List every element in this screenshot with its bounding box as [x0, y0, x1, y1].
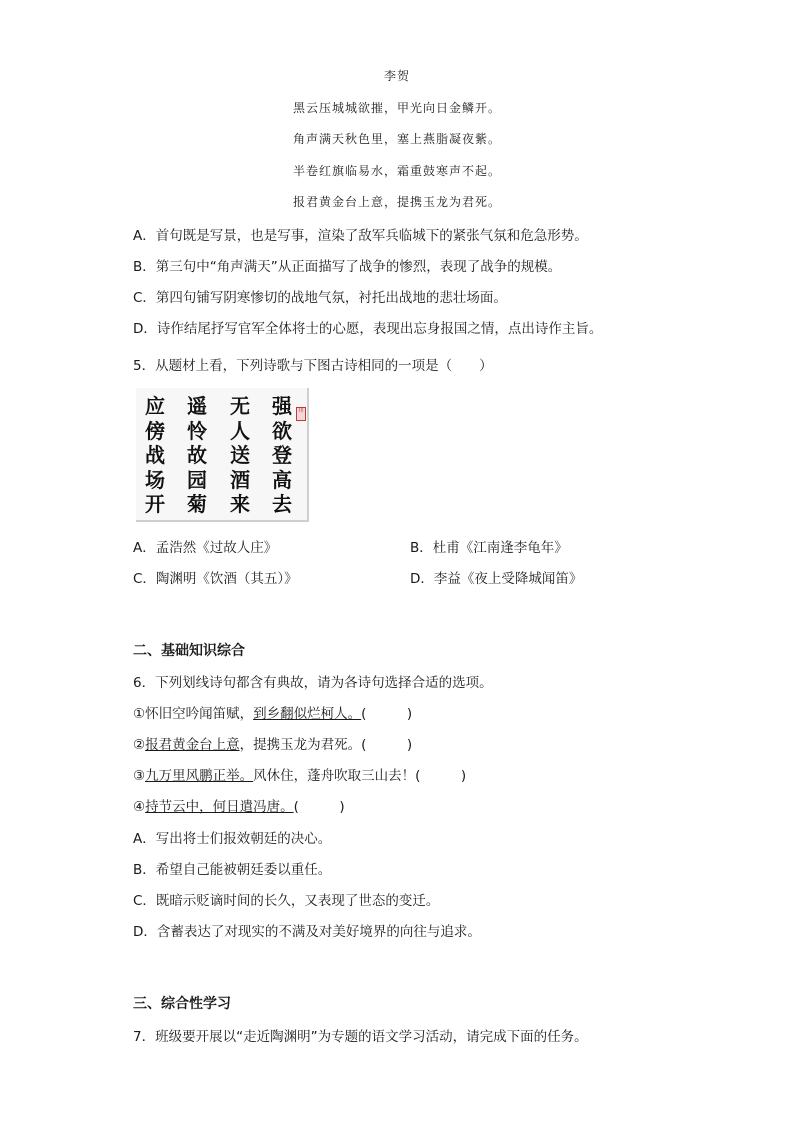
section2-heading: 二、基础知识综合	[133, 643, 245, 659]
q6-stem: 6．下列划线诗句都含有典故，请为各诗句选择合适的选项。	[133, 675, 493, 691]
seal-text: 印	[298, 408, 304, 414]
poem-line-2: 角声满天秋色里，塞上燕脂凝夜紫。	[292, 132, 501, 146]
q6-item-4-underlined: 持节云中，何日遣冯唐。	[145, 799, 294, 815]
q6-item-2-pre: ②	[133, 737, 146, 753]
poem-line-1: 黑云压城城欲摧，甲光向日金鳞开。	[292, 101, 501, 115]
q4-option-c: C．第四句铺写阴寒惨切的战地气氛，衬托出战地的悲壮场面。	[133, 290, 507, 306]
q6-option-c: C．既暗示贬谪时间的长久，又表现了世态的变迁。	[133, 893, 440, 909]
q6-item-3-underlined: 九万里风鹏正举。	[145, 768, 254, 784]
q6-option-a: A．写出将士们报效朝廷的决心。	[133, 831, 332, 847]
q6-item-2-underlined: 报君黄金台上意	[145, 737, 240, 753]
q6-item-1-underlined: 到乡翻似烂柯人。	[253, 706, 362, 722]
q4-option-a: A．首句既是写景，也是写事，渲染了敌军兵临城下的紧张气氛和危急形势。	[133, 228, 588, 244]
q6-item-3-post: 风休住，蓬舟吹取三山去！( )	[253, 768, 467, 784]
calligraphy-image	[136, 388, 309, 522]
q6-option-d: D．含蓄表达了对现实的不满及对美好境界的向往与追求。	[133, 924, 481, 940]
q5-option-b: B．杜甫《江南逢李龟年》	[410, 540, 568, 556]
calligraphy-column-1: 强 欲 登 高 去	[272, 394, 292, 516]
q7-stem: 7．班级要开展以“走近陶渊明”为专题的语文学习活动，请完成下面的任务。	[133, 1029, 588, 1045]
q4-option-b: B．第三句中“角声满天”从正面描写了战争的惨烈，表现了战争的规模。	[133, 259, 562, 275]
q6-option-b: B．希望自己能被朝廷委以重任。	[133, 862, 332, 878]
q6-item-4	[133, 795, 345, 815]
calligraphy-column-3: 遥 怜 故 园 菊	[187, 394, 207, 516]
q5-option-c: C．陶渊明《饮酒（其五）》	[133, 571, 298, 587]
q6-item-4-pre: ④	[133, 799, 146, 815]
q6-item-1-post: ( )	[361, 706, 413, 722]
q6-item-4-post: ( )	[293, 799, 345, 815]
section3-heading: 三、综合性学习	[133, 996, 231, 1012]
q4-option-d: D．诗作结尾抒写官军全体将士的心愿，表现出忘身报国之情，点出诗作主旨。	[133, 321, 603, 337]
q5-stem: 5．从题材上看，下列诗歌与下图古诗相同的一项是（ ）	[133, 358, 493, 374]
q6-item-2-post: ，提携玉龙为君死。( )	[239, 737, 413, 753]
q6-item-1-pre: ①怀旧空吟闻笛赋，	[133, 706, 254, 722]
poem-author: 李贺	[383, 69, 410, 83]
calligraphy-column-2: 无 人 送 酒 来	[230, 394, 250, 516]
q6-item-3-pre: ③	[133, 768, 146, 784]
q5-option-a: A．孟浩然《过故人庄》	[133, 540, 278, 556]
q6-item-2	[133, 733, 412, 753]
poem-line-4: 报君黄金台上意，提携玉龙为君死。	[292, 195, 501, 209]
q5-option-d: D．李益《夜上受降城闻笛》	[410, 571, 583, 587]
calligraphy-column-4: 应 傍 战 场 开	[145, 394, 165, 516]
q6-item-1	[133, 702, 412, 722]
poem-line-3: 半卷红旗临易水，霜重鼓寒声不起。	[292, 164, 501, 178]
seal-stamp	[296, 407, 306, 421]
q6-item-3	[133, 764, 466, 784]
